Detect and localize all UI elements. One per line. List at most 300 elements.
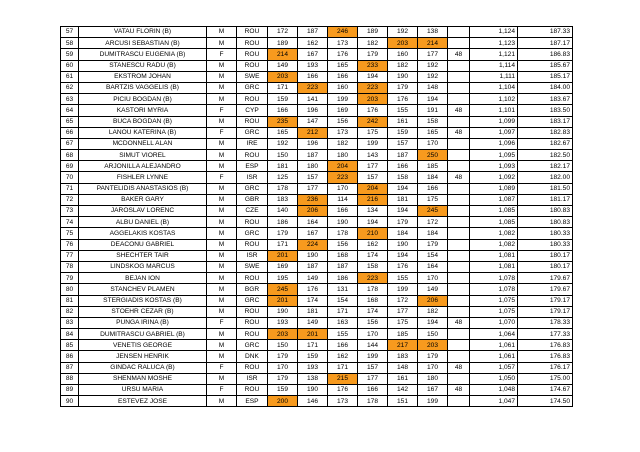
game-score-cell: 157 bbox=[358, 362, 388, 373]
game-score-cell: 194 bbox=[388, 206, 418, 217]
rank-cell: 57 bbox=[61, 27, 79, 38]
game-score-cell-highlighted: 203 bbox=[388, 38, 418, 49]
game-score-cell: 150 bbox=[268, 340, 298, 351]
player-name-cell: BAKER GARY bbox=[79, 194, 207, 205]
game-score-cell: 148 bbox=[388, 362, 418, 373]
sex-cell: M bbox=[207, 239, 237, 250]
handicap-cell: 48 bbox=[448, 172, 470, 183]
rank-cell: 64 bbox=[61, 105, 79, 116]
game-score-cell: 165 bbox=[418, 127, 448, 138]
game-score-cell: 162 bbox=[298, 38, 328, 49]
handicap-cell: 48 bbox=[448, 317, 470, 328]
sex-cell: M bbox=[207, 60, 237, 71]
game-score-cell: 189 bbox=[358, 27, 388, 38]
game-score-cell-highlighted: 223 bbox=[358, 82, 388, 93]
sex-cell: M bbox=[207, 228, 237, 239]
game-score-cell: 192 bbox=[268, 138, 298, 149]
total-cell: 1,099 bbox=[470, 116, 518, 127]
average-cell: 176.17 bbox=[518, 362, 573, 373]
player-name-cell: FISHLER LYNNE bbox=[79, 172, 207, 183]
game-score-cell: 199 bbox=[328, 94, 358, 105]
game-score-cell-highlighted: 201 bbox=[268, 250, 298, 261]
player-name-cell: VATAU FLORIN (B) bbox=[79, 27, 207, 38]
rank-cell: 63 bbox=[61, 94, 79, 105]
table-row bbox=[61, 194, 573, 205]
handicap-cell bbox=[448, 329, 470, 340]
sex-cell: M bbox=[207, 306, 237, 317]
sex-cell: M bbox=[207, 351, 237, 362]
player-name-cell: ALBU DANIEL (B) bbox=[79, 217, 207, 228]
game-score-cell: 181 bbox=[388, 194, 418, 205]
rank-cell: 77 bbox=[61, 250, 79, 261]
player-name-cell: MCDONNELL ALAN bbox=[79, 138, 207, 149]
rank-cell: 80 bbox=[61, 284, 79, 295]
game-score-cell: 184 bbox=[418, 172, 448, 183]
game-score-cell-highlighted: 216 bbox=[358, 194, 388, 205]
handicap-cell bbox=[448, 396, 470, 407]
table-row bbox=[61, 351, 573, 362]
game-score-cell: 138 bbox=[298, 373, 328, 384]
game-score-cell-highlighted: 233 bbox=[358, 60, 388, 71]
average-cell: 187.17 bbox=[518, 38, 573, 49]
game-score-cell: 170 bbox=[268, 362, 298, 373]
game-score-cell: 189 bbox=[268, 38, 298, 49]
game-score-cell: 182 bbox=[328, 138, 358, 149]
game-score-cell: 157 bbox=[358, 172, 388, 183]
game-score-cell: 160 bbox=[388, 49, 418, 60]
game-score-cell: 172 bbox=[268, 27, 298, 38]
average-cell: 175.00 bbox=[518, 373, 573, 384]
rank-cell: 66 bbox=[61, 127, 79, 138]
handicap-cell bbox=[448, 138, 470, 149]
handicap-cell bbox=[448, 38, 470, 49]
table-row bbox=[61, 38, 573, 49]
total-cell: 1,070 bbox=[470, 317, 518, 328]
game-score-cell: 178 bbox=[358, 284, 388, 295]
country-cell: ROU bbox=[237, 385, 268, 396]
player-name-cell: DUMITRASCU GABRIEL (B) bbox=[79, 329, 207, 340]
table-row bbox=[61, 284, 573, 295]
country-cell: SWE bbox=[237, 261, 268, 272]
sex-cell: F bbox=[207, 105, 237, 116]
game-score-cell: 190 bbox=[328, 217, 358, 228]
game-score-cell: 147 bbox=[298, 116, 328, 127]
average-cell: 174.50 bbox=[518, 396, 573, 407]
game-score-cell: 181 bbox=[298, 306, 328, 317]
player-name-cell: BARTZIS VAGGELIS (B) bbox=[79, 82, 207, 93]
game-score-cell: 149 bbox=[298, 273, 328, 284]
game-score-cell: 166 bbox=[328, 340, 358, 351]
game-score-cell-highlighted: 200 bbox=[268, 396, 298, 407]
game-score-cell: 146 bbox=[298, 396, 328, 407]
player-name-cell: URSU MARIA bbox=[79, 385, 207, 396]
game-score-cell: 173 bbox=[328, 396, 358, 407]
game-score-cell: 173 bbox=[328, 127, 358, 138]
total-cell: 1,085 bbox=[470, 217, 518, 228]
game-score-cell: 157 bbox=[298, 172, 328, 183]
game-score-cell: 186 bbox=[268, 217, 298, 228]
total-cell: 1,075 bbox=[470, 295, 518, 306]
table-row bbox=[61, 116, 573, 127]
rank-cell: 76 bbox=[61, 239, 79, 250]
rank-cell: 58 bbox=[61, 38, 79, 49]
game-score-cell: 162 bbox=[358, 239, 388, 250]
game-score-cell: 171 bbox=[268, 239, 298, 250]
total-cell: 1,121 bbox=[470, 49, 518, 60]
game-score-cell: 144 bbox=[358, 340, 388, 351]
game-score-cell: 170 bbox=[418, 138, 448, 149]
game-score-cell: 169 bbox=[328, 105, 358, 116]
game-score-cell: 184 bbox=[388, 228, 418, 239]
game-score-cell: 174 bbox=[358, 306, 388, 317]
game-score-cell: 170 bbox=[358, 329, 388, 340]
country-cell: ROU bbox=[237, 317, 268, 328]
player-name-cell: LANOU KATERINA (B) bbox=[79, 127, 207, 138]
game-score-cell: 190 bbox=[388, 71, 418, 82]
average-cell: 178.33 bbox=[518, 317, 573, 328]
handicap-cell bbox=[448, 183, 470, 194]
game-score-cell: 141 bbox=[298, 94, 328, 105]
average-cell: 182.67 bbox=[518, 138, 573, 149]
game-score-cell-highlighted: 203 bbox=[418, 340, 448, 351]
average-cell: 186.83 bbox=[518, 49, 573, 60]
game-score-cell: 199 bbox=[418, 396, 448, 407]
game-score-cell-highlighted: 203 bbox=[268, 329, 298, 340]
game-score-cell: 163 bbox=[328, 317, 358, 328]
country-cell: ROU bbox=[237, 239, 268, 250]
sex-cell: M bbox=[207, 373, 237, 384]
country-cell: ROU bbox=[237, 362, 268, 373]
game-score-cell: 183 bbox=[268, 194, 298, 205]
results-table bbox=[60, 26, 573, 407]
game-score-cell: 177 bbox=[358, 161, 388, 172]
total-cell: 1,078 bbox=[470, 284, 518, 295]
average-cell: 183.67 bbox=[518, 94, 573, 105]
game-score-cell-highlighted: 235 bbox=[268, 116, 298, 127]
game-score-cell: 158 bbox=[418, 116, 448, 127]
sex-cell: M bbox=[207, 71, 237, 82]
game-score-cell-highlighted: 245 bbox=[418, 206, 448, 217]
rank-cell: 75 bbox=[61, 228, 79, 239]
game-score-cell: 156 bbox=[358, 317, 388, 328]
game-score-cell: 169 bbox=[268, 261, 298, 272]
game-score-cell: 193 bbox=[298, 60, 328, 71]
game-score-cell-highlighted: 206 bbox=[418, 295, 448, 306]
game-score-cell: 185 bbox=[388, 329, 418, 340]
game-score-cell: 192 bbox=[418, 71, 448, 82]
sex-cell: M bbox=[207, 261, 237, 272]
table-row bbox=[61, 161, 573, 172]
player-name-cell: PUNGA IRINA (B) bbox=[79, 317, 207, 328]
game-score-cell: 149 bbox=[418, 284, 448, 295]
country-cell: GRC bbox=[237, 82, 268, 93]
game-score-cell: 170 bbox=[328, 183, 358, 194]
average-cell: 184.00 bbox=[518, 82, 573, 93]
handicap-cell bbox=[448, 239, 470, 250]
sex-cell: M bbox=[207, 94, 237, 105]
rank-cell: 88 bbox=[61, 373, 79, 384]
game-score-cell-highlighted: 212 bbox=[298, 127, 328, 138]
total-cell: 1,081 bbox=[470, 250, 518, 261]
game-score-cell: 131 bbox=[328, 284, 358, 295]
total-cell: 1,111 bbox=[470, 71, 518, 82]
handicap-cell bbox=[448, 250, 470, 261]
sex-cell: F bbox=[207, 362, 237, 373]
rank-cell: 68 bbox=[61, 150, 79, 161]
player-name-cell: SIMUT VIOREL bbox=[79, 150, 207, 161]
average-cell: 182.17 bbox=[518, 161, 573, 172]
sex-cell: M bbox=[207, 295, 237, 306]
rank-cell: 83 bbox=[61, 317, 79, 328]
sex-cell: M bbox=[207, 284, 237, 295]
game-score-cell: 179 bbox=[418, 239, 448, 250]
game-score-cell: 165 bbox=[268, 127, 298, 138]
rank-cell: 60 bbox=[61, 60, 79, 71]
handicap-cell bbox=[448, 273, 470, 284]
game-score-cell: 154 bbox=[328, 295, 358, 306]
game-score-cell: 179 bbox=[268, 351, 298, 362]
player-name-cell: STANESCU RADU (B) bbox=[79, 60, 207, 71]
rank-cell: 90 bbox=[61, 396, 79, 407]
player-name-cell: STOEHR CEZAR (B) bbox=[79, 306, 207, 317]
game-score-cell: 199 bbox=[358, 351, 388, 362]
game-score-cell: 190 bbox=[388, 239, 418, 250]
country-cell: ROU bbox=[237, 217, 268, 228]
country-cell: ISR bbox=[237, 373, 268, 384]
game-score-cell: 168 bbox=[358, 295, 388, 306]
country-cell: ISR bbox=[237, 250, 268, 261]
game-score-cell: 166 bbox=[388, 161, 418, 172]
total-cell: 1,123 bbox=[470, 38, 518, 49]
game-score-cell: 182 bbox=[418, 306, 448, 317]
country-cell: GRC bbox=[237, 183, 268, 194]
player-name-cell: JENSEN HENRIK bbox=[79, 351, 207, 362]
average-cell: 187.33 bbox=[518, 27, 573, 38]
game-score-cell: 177 bbox=[298, 183, 328, 194]
player-name-cell: ARCUSI SEBASTIAN (B) bbox=[79, 38, 207, 49]
game-score-cell: 172 bbox=[388, 295, 418, 306]
sex-cell: F bbox=[207, 127, 237, 138]
country-cell: ROU bbox=[237, 329, 268, 340]
table-row bbox=[61, 261, 573, 272]
country-cell: ROU bbox=[237, 27, 268, 38]
sex-cell: M bbox=[207, 27, 237, 38]
rank-cell: 67 bbox=[61, 138, 79, 149]
game-score-cell-highlighted: 204 bbox=[358, 183, 388, 194]
game-score-cell: 150 bbox=[268, 150, 298, 161]
game-score-cell: 186 bbox=[328, 273, 358, 284]
game-score-cell: 179 bbox=[388, 82, 418, 93]
game-score-cell-highlighted: 203 bbox=[358, 94, 388, 105]
total-cell: 1,047 bbox=[470, 396, 518, 407]
player-name-cell: DUMITRASCU EUGENIA (B) bbox=[79, 49, 207, 60]
game-score-cell: 166 bbox=[328, 206, 358, 217]
game-score-cell: 167 bbox=[298, 49, 328, 60]
game-score-cell-highlighted: 223 bbox=[298, 82, 328, 93]
game-score-cell: 190 bbox=[268, 306, 298, 317]
game-score-cell-highlighted: 203 bbox=[268, 71, 298, 82]
game-score-cell: 175 bbox=[418, 194, 448, 205]
handicap-cell bbox=[448, 284, 470, 295]
rank-cell: 73 bbox=[61, 206, 79, 217]
game-score-cell: 161 bbox=[388, 373, 418, 384]
game-score-cell: 193 bbox=[298, 362, 328, 373]
game-score-cell: 167 bbox=[418, 385, 448, 396]
sex-cell: M bbox=[207, 116, 237, 127]
sex-cell: M bbox=[207, 340, 237, 351]
player-name-cell: SHECHTER TAIR bbox=[79, 250, 207, 261]
table-row bbox=[61, 273, 573, 284]
game-score-cell-highlighted: 204 bbox=[328, 161, 358, 172]
handicap-cell bbox=[448, 150, 470, 161]
game-score-cell: 172 bbox=[418, 217, 448, 228]
game-score-cell: 179 bbox=[418, 351, 448, 362]
game-score-cell: 175 bbox=[388, 317, 418, 328]
rank-cell: 78 bbox=[61, 261, 79, 272]
rank-cell: 70 bbox=[61, 172, 79, 183]
game-score-cell: 195 bbox=[268, 273, 298, 284]
player-name-cell: AGGELAKIS KOSTAS bbox=[79, 228, 207, 239]
sex-cell: M bbox=[207, 38, 237, 49]
total-cell: 1,092 bbox=[470, 172, 518, 183]
country-cell: ROU bbox=[237, 49, 268, 60]
game-score-cell: 160 bbox=[328, 82, 358, 93]
game-score-cell: 187 bbox=[298, 261, 328, 272]
game-score-cell: 166 bbox=[268, 105, 298, 116]
handicap-cell bbox=[448, 373, 470, 384]
country-cell: ISR bbox=[237, 172, 268, 183]
game-score-cell: 179 bbox=[268, 228, 298, 239]
game-score-cell: 194 bbox=[388, 183, 418, 194]
game-score-cell: 166 bbox=[418, 183, 448, 194]
country-cell: ESP bbox=[237, 161, 268, 172]
sex-cell: M bbox=[207, 273, 237, 284]
country-cell: CYP bbox=[237, 105, 268, 116]
game-score-cell: 159 bbox=[268, 385, 298, 396]
rank-cell: 74 bbox=[61, 217, 79, 228]
game-score-cell: 159 bbox=[268, 94, 298, 105]
game-score-cell: 138 bbox=[418, 27, 448, 38]
game-score-cell: 180 bbox=[298, 161, 328, 172]
rank-cell: 72 bbox=[61, 194, 79, 205]
country-cell: ROU bbox=[237, 60, 268, 71]
country-cell: DNK bbox=[237, 351, 268, 362]
rank-cell: 85 bbox=[61, 340, 79, 351]
sex-cell: M bbox=[207, 194, 237, 205]
game-score-cell-highlighted: 214 bbox=[418, 38, 448, 49]
handicap-cell: 48 bbox=[448, 127, 470, 138]
game-score-cell-highlighted: 206 bbox=[298, 206, 328, 217]
table-row bbox=[61, 329, 573, 340]
table-row bbox=[61, 82, 573, 93]
game-score-cell-highlighted: 215 bbox=[328, 373, 358, 384]
game-score-cell: 162 bbox=[328, 351, 358, 362]
player-name-cell: KASTORI MYRIA bbox=[79, 105, 207, 116]
average-cell: 179.17 bbox=[518, 295, 573, 306]
rank-cell: 81 bbox=[61, 295, 79, 306]
game-score-cell: 178 bbox=[268, 183, 298, 194]
game-score-cell: 166 bbox=[328, 71, 358, 82]
game-score-cell: 179 bbox=[388, 217, 418, 228]
table-row bbox=[61, 217, 573, 228]
average-cell: 180.17 bbox=[518, 261, 573, 272]
total-cell: 1,064 bbox=[470, 329, 518, 340]
game-score-cell: 179 bbox=[358, 49, 388, 60]
player-name-cell: STANCHEV PLAMEN bbox=[79, 284, 207, 295]
handicap-cell bbox=[448, 340, 470, 351]
game-score-cell: 194 bbox=[418, 317, 448, 328]
handicap-cell bbox=[448, 116, 470, 127]
total-cell: 1,061 bbox=[470, 340, 518, 351]
table-row bbox=[61, 94, 573, 105]
table-row bbox=[61, 306, 573, 317]
game-score-cell: 166 bbox=[358, 385, 388, 396]
total-cell: 1,085 bbox=[470, 206, 518, 217]
country-cell: IRE bbox=[237, 138, 268, 149]
table-row bbox=[61, 206, 573, 217]
player-name-cell: LINDSKOG MARCUS bbox=[79, 261, 207, 272]
total-cell: 1,061 bbox=[470, 351, 518, 362]
rank-cell: 86 bbox=[61, 351, 79, 362]
average-cell: 179.17 bbox=[518, 306, 573, 317]
game-score-cell: 176 bbox=[298, 284, 328, 295]
game-score-cell: 174 bbox=[358, 250, 388, 261]
country-cell: GRC bbox=[237, 340, 268, 351]
game-score-cell: 190 bbox=[298, 385, 328, 396]
handicap-cell bbox=[448, 228, 470, 239]
country-cell: BGR bbox=[237, 284, 268, 295]
game-score-cell: 196 bbox=[298, 138, 328, 149]
table-row bbox=[61, 295, 573, 306]
game-score-cell: 199 bbox=[388, 284, 418, 295]
rank-cell: 89 bbox=[61, 385, 79, 396]
game-score-cell: 184 bbox=[418, 228, 448, 239]
table-row bbox=[61, 138, 573, 149]
game-score-cell: 125 bbox=[268, 172, 298, 183]
average-cell: 185.17 bbox=[518, 71, 573, 82]
average-cell: 176.83 bbox=[518, 340, 573, 351]
average-cell: 181.50 bbox=[518, 183, 573, 194]
total-cell: 1,075 bbox=[470, 306, 518, 317]
game-score-cell: 194 bbox=[358, 71, 388, 82]
game-score-cell-highlighted: 217 bbox=[388, 340, 418, 351]
game-score-cell: 191 bbox=[418, 105, 448, 116]
rank-cell: 82 bbox=[61, 306, 79, 317]
country-cell: ROU bbox=[237, 94, 268, 105]
game-score-cell: 154 bbox=[418, 250, 448, 261]
game-score-cell-highlighted: 201 bbox=[268, 295, 298, 306]
total-cell: 1,097 bbox=[470, 127, 518, 138]
game-score-cell: 167 bbox=[298, 228, 328, 239]
table-row bbox=[61, 71, 573, 82]
average-cell: 180.33 bbox=[518, 228, 573, 239]
game-score-cell: 151 bbox=[388, 396, 418, 407]
table-row bbox=[61, 228, 573, 239]
total-cell: 1,057 bbox=[470, 362, 518, 373]
game-score-cell: 155 bbox=[388, 105, 418, 116]
game-score-cell-highlighted: 224 bbox=[298, 239, 328, 250]
sex-cell: M bbox=[207, 206, 237, 217]
average-cell: 180.83 bbox=[518, 217, 573, 228]
table-row bbox=[61, 183, 573, 194]
table-row bbox=[61, 340, 573, 351]
game-score-cell: 192 bbox=[418, 60, 448, 71]
average-cell: 179.67 bbox=[518, 284, 573, 295]
table-row bbox=[61, 385, 573, 396]
player-name-cell: STERGIADIS KOSTAS (B) bbox=[79, 295, 207, 306]
average-cell: 182.50 bbox=[518, 150, 573, 161]
game-score-cell: 177 bbox=[388, 306, 418, 317]
